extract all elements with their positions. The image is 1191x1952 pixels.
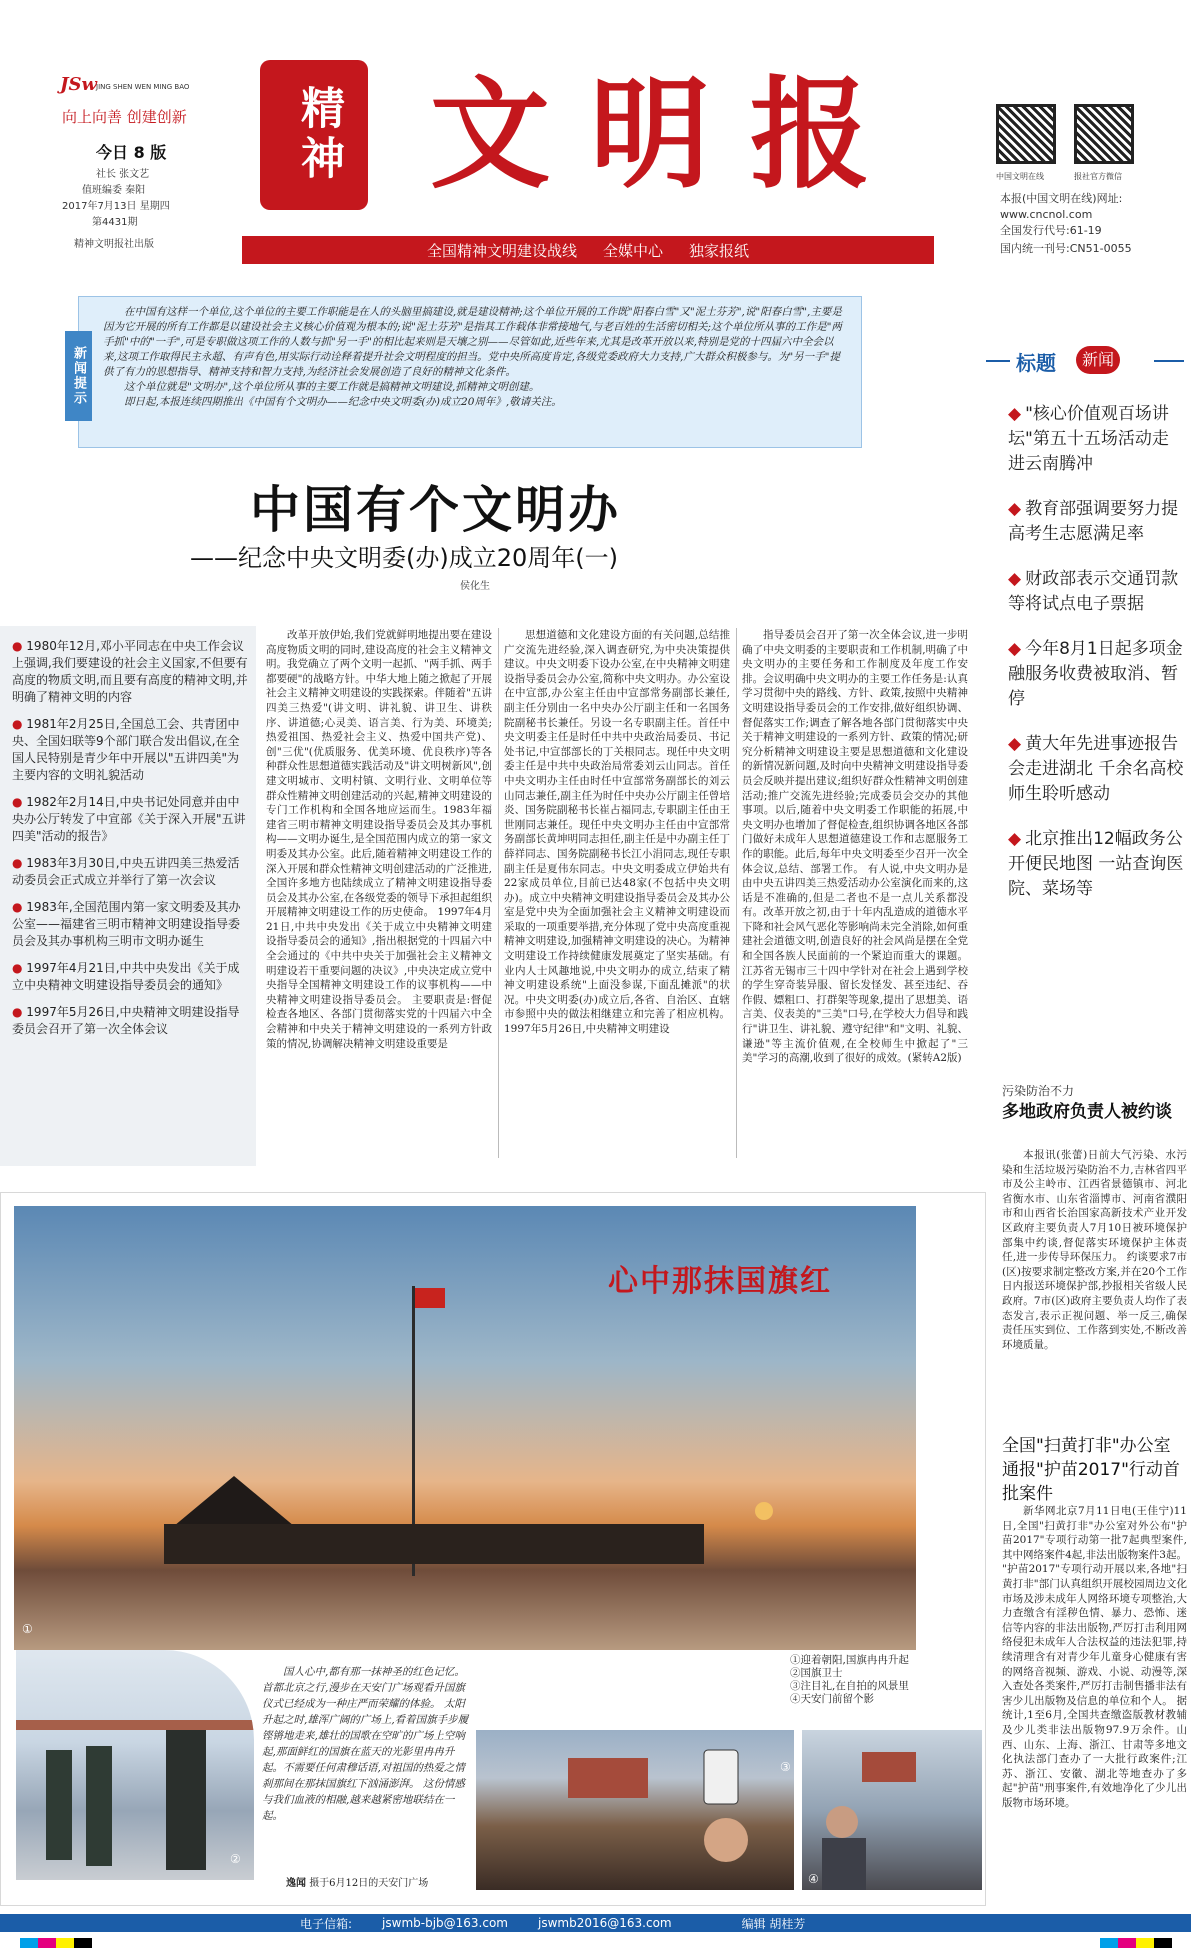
hint-paragraph: 在中国有这样一个单位,这个单位的主要工作职能是在人的头脑里搞建设,就是建设精神;这个单位开展的工作既"阳春白雪"又"泥土芬芳",说"阳春白雪",主要是因为它开展的所有工作都是以建设社会主义核心价值观为根本的;说"泥土芬芳"是指其工作载体非常接地气,与老百姓的生活密切相关;这个单位所从事的工作是"两手抓"中的"一手",可是专职做这项工作的人数与抓"另一手"的相比起来则是天壤之别——尽管如此,近些年来,尤其是改革开放以来,特别是党的十四届六中全会以来,这项工作取得民主永超、有声有色,用实际行动诠释着提升社会文明程度的担当。党中央所高度肯定,各级党委政府大力支持,广大群众积极参与。为"另一手"提供了有力的思想指导、精神支持和智力支持,为经济社会发展创造了良好的精神文化条件。 bbox=[103, 306, 842, 378]
photo-credit-text: 摄于6月12日的天安门广场 bbox=[309, 1878, 429, 1889]
qr-code-icon[interactable] bbox=[1074, 104, 1134, 164]
president: 社长 张文艺 bbox=[96, 169, 150, 180]
news-hint-tag: 新闻提示 bbox=[65, 331, 92, 421]
column-divider bbox=[736, 628, 737, 1158]
footer-bar bbox=[0, 1914, 1191, 1932]
timeline-item: ● 1982年2月14日,中央书记处同意并由中央办公厅转发了中宣部《关于深入开展"五讲四美"活动的报告》 bbox=[12, 795, 246, 843]
article-column: 改革开放伊始,我们党就鲜明地提出要在建设高度物质文明的同时,建设高度的社会主义精神文明。我党确立了两个文明一起抓、"两手抓、两手都要硬"的战略方针。中华大地上随之掀起了开展社会主义精神文明建设的实践探索。伴随着"五讲四美三热爱"(讲文明、讲礼貌、讲卫生、讲秩序、讲道德;心灵美、语言美、行为美、环境美;热爱祖国、热爱社会主义、热爱中国共产党)、创"三优"(优质服务、优美环境、优良秩序)等各种群众性思想道德实践活动及"讲文明树新风",创建文明城市、文明村镇、文明行业、文明单位等群众性精神文明创建活动的兴起,精神文明建设的专门工作机构和全国各地应运而生。1983年福建省三明市精神文明建设指导委员会及其办事机构——文明办诞生,是全国范围内成立的第一家文明委及其办公室。此后,随着精神文明建设工作的深入开展和群众性精神文明创建活动的广泛推进,全国许多地方也陆续成立了精神文明建设指导委员会及其办公室,在各级党委的领导下承担起组织开展精神文明建设工作的历史使命。 1997年4月21日,中共中央发出《关于成立中央精神文明建设指导委员会的通知》,指出根据党的十四届六中全会通过的《中共中央关于加强社会主义精神文明建设若干重要问题的决议》,中央决定成立党中央指导全国精神文明建设工作的议事机构——中央精神文明建设指导委员会。 主要职责是:督促检查各地区、各部门贯彻落实党的十四届六中全会精神和中央关于精神文明建设的一系列方针政策的情况,协调解决精神文明建设重要是 bbox=[266, 629, 492, 1050]
band-item: 全媒中心 bbox=[602, 241, 663, 260]
guard-figure bbox=[86, 1746, 112, 1866]
photo-number: ④ bbox=[808, 1872, 819, 1886]
photo-illustration bbox=[476, 1730, 794, 1890]
masthead bbox=[0, 0, 1191, 270]
legend-item: ④天安门前留个影 bbox=[790, 1693, 874, 1705]
headline-band bbox=[242, 236, 934, 264]
story-title: 多地政府负责人被约谈 bbox=[1002, 1102, 1172, 1122]
cn-code: 国内统一刊号:CN51-0055 bbox=[1000, 242, 1132, 255]
article-column: 思想道德和文化建设方面的有关问题,总结推广交流先进经验,深入调查研究,为中央决策提供建议。中央文明委下设办公室,在中央精神文明建设指导委员会办公室,简称中央文明办。办公室设在中宣部,办公室主任由中宣部常务副部长兼任,副主任分别由一名中央办公厅副主任和一名国务院副秘书长兼任。另设一名专职副主任。首任中央文明委主任是时任中共中央政治局委员、书记处书记,中宣部部长的丁关根同志。现任中央文明委主任是中共中央政治局常委刘云山同志。首任中央文明办主任由时任中宣部常务副部长的刘云山同志兼任,副主任为时任中央办公厅副主任曾培炎、国务院副秘书长崔占福同志,专职副主任由王世刚同志兼任。现任中央文明办主任由中宣部常务副部长黄坤明同志担任,副主任是中办副主任丁薛祥同志、国务院副秘书长江小涓同志,现任专职副主任是夏伟东同志。中央文明委成立伊始共有22家成员单位,目前已达48家(不包括中央文明办)。成立中央精神文明建设指导委员会及其办公室是党中央为全面加强社会主义精神文明建设而采取的一项重要举措,充分体现了党中央高度重视精神文明建设,加强精神文明建设的决心。为精神文明建设工作持续健康发展奠定了坚实基础。有业内人士风趣地说,中央文明办的成立,结束了精神文明建设系统"上面没参谋,下面乱摊派"的状况。中央文明委(办)成立后,各省、自治区、直辖市参照中央的做法相继建立和完善了相应机构。 1997年5月26日,中央精神文明建设 bbox=[504, 629, 730, 1036]
divider bbox=[1154, 360, 1184, 362]
timeline-item: ● 1983年,全国范围内第一家文明委及其办公室——福建省三明市精神文明建设指导委员会及其办事机构三明市文明办诞生 bbox=[12, 900, 241, 948]
hint-paragraph: 即日起,本报连续四期推出《中国有个文明办——纪念中央文明委(办)成立20周年》,敬请关注。 bbox=[124, 396, 562, 408]
headline-news-item[interactable]: ◆ 今年8月1日起多项金融服务收费被取消、暂停 bbox=[1008, 639, 1183, 709]
email-link[interactable]: jswmb-bjb@163.com bbox=[382, 1916, 508, 1930]
article-subhead: ——纪念中央文明委(办)成立20周年(一) bbox=[190, 544, 618, 572]
headline-news-list bbox=[1008, 402, 1184, 902]
headline-news-item[interactable]: ◆ 财政部表示交通罚款等将试点电子票据 bbox=[1008, 569, 1179, 614]
qr-label: 中国文明在线 bbox=[996, 172, 1044, 181]
column-divider bbox=[498, 628, 499, 1158]
legend-item: ②国旗卫士 bbox=[790, 1667, 843, 1679]
duty-editor: 值班编委 秦阳 bbox=[82, 185, 146, 196]
guard-photo[interactable] bbox=[16, 1650, 254, 1880]
today-pages: 今日 8 版 bbox=[96, 143, 167, 162]
photo-credit-label: 逸闻 bbox=[286, 1878, 306, 1889]
print-color-bar bbox=[20, 1933, 92, 1943]
photo-number: ③ bbox=[780, 1760, 791, 1774]
title-main: 文明报 bbox=[430, 64, 910, 205]
crowd-photo[interactable] bbox=[476, 1730, 794, 1890]
timeline-item: ● 1980年12月,邓小平同志在中央工作会议上强调,我们要建设的社会主义国家,不但要有高度的物质文明,而且要有高度的精神文明,并明确了精神文明的内容 bbox=[12, 639, 248, 704]
slogan: 向上向善 创建创新 bbox=[62, 108, 187, 126]
gate-building bbox=[862, 1752, 916, 1782]
timeline-item: ● 1981年2月25日,全国总工会、共青团中央、全国妇联等9个部门联合发出倡议,在全国人民特别是青少年中开展以"五讲四美"为主要内容的文明礼貌活动 bbox=[12, 717, 240, 782]
flag bbox=[415, 1288, 445, 1308]
photo-caption: 国人心中,都有那一抹神圣的红色记忆。首都北京之行,漫步在天安门广场观看升国旗仪式已经成为一种庄严而荣耀的体验。 太阳升起之时,雄浑广阔的广场上,看着国旗手步履铿锵地走来,雄壮的国歌在空旷的广场上空响起,那面鲜红的国旗在蓝天的光影里冉冉升起。不需要任何肃穆话语,对祖国的热爱之情刹那间在那抹国旗红下汹涌澎湃。 这份情感与我们血液的相融,越来越紧密地联结在一起。 bbox=[262, 1666, 469, 1822]
timeline-item: ● 1983年3月30日,中央五讲四美三热爱活动委员会正式成立并举行了第一次会议 bbox=[12, 856, 240, 887]
band-item: 全国精神文明建设战线 bbox=[426, 241, 577, 260]
title-seal: 精神 bbox=[260, 60, 368, 210]
pinyin-name: JING SHEN WEN MING BAO bbox=[96, 83, 190, 91]
email-label: 电子信箱: bbox=[300, 1916, 353, 1931]
sidebar-title-bar bbox=[986, 344, 1191, 378]
print-color-bar bbox=[1100, 1933, 1172, 1943]
person-body bbox=[822, 1838, 866, 1890]
gate-building bbox=[568, 1758, 648, 1798]
date: 2017年7月13日 星期四 bbox=[62, 201, 170, 212]
news-hint-box bbox=[71, 296, 862, 448]
issue: 第4431期 bbox=[92, 217, 138, 228]
article-column: 指导委员会召开了第一次全体会议,进一步明确了中央文明委的主要职责和工作机制,明确了中央文明办的主要任务和工作制度及年度工作安排。会议明确中央文明办的主要工作任务是:认真学习贯彻中央的路线、方针、政策,按照中央精神文明建设指导委员会的工作安排,做好组织协调、督促落实工作;调查了解各地各部门贯彻落实中央关于精神文明建设的一系列方针、政策的情况;研究分析精神文明建设主要是思想道德和文化建设的新情况新问题,及时向中央精神文明建设指导委员会反映并提出建议;组织好群众性精神文明创建活动;推广交流先进经验;完成委员会交办的其他事项。以后,随着中央文明委工作职能的拓展,中央文明办也增加了督促检查,组织协调各地区各部门做好未成年人思想道德建设工作和志愿服务工作的职能。此后,每年中央文明委至少召开一次全体会议,总结、部署工作。 有人说,中央文明办是由中央五讲四美三热爱活动办公室演化而来的,这话是不准确的,但是二者也不是一点儿关系都没有。改革开放之初,由于十年内乱造成的道德水平下降和社会风气恶化等影响尚未完全消除,如何重建社会道德文明,创造良好的社会风尚是摆在全党和全国各族人民面前的一个紧迫而重大的课题。江苏省无锡市三十四中学针对在社会上遇到学校的学生穿奇装异服、留长发怪发、甚至违纪、吞作假、嫖粗口、打群架等现象,提出了思想美、语言美、仪表美的"三美"口号,在学校大力倡导和践行"讲卫生、讲礼貌、遵守纪律"和"文明、礼貌、谦逊"等主流价值观,在全校师生中掀起了"三美"学习的高潮,收到了很好的成效。(紧转A2版) bbox=[742, 629, 968, 1065]
guard-figure bbox=[46, 1750, 72, 1860]
sidebar-title: 标题 bbox=[1016, 351, 1056, 375]
article-headline: 中国有个文明办 bbox=[250, 481, 621, 539]
photo-number: ② bbox=[230, 1852, 241, 1866]
divider bbox=[986, 360, 1010, 362]
story-title: 全国"扫黄打非"办公室通报"护苗2017"行动首批案件 bbox=[1002, 1436, 1180, 1504]
sidebar-badge: 新闻 bbox=[1076, 346, 1120, 374]
photo-illustration bbox=[802, 1730, 982, 1890]
sun bbox=[755, 1502, 773, 1520]
logo-small: JSw bbox=[60, 74, 98, 95]
legend-item: ①迎着朝阳,国旗冉冉升起 bbox=[790, 1654, 909, 1666]
person-face bbox=[704, 1818, 748, 1862]
tower-silhouette bbox=[174, 1476, 294, 1526]
news-hint-text bbox=[103, 305, 843, 410]
headline-news-item[interactable]: ◆ "核心价值观百场讲坛"第五十五场活动走进云南腾冲 bbox=[1008, 404, 1169, 474]
headline-news-item[interactable]: ◆ 黄大年先进事迹报告会走进湖北 千余名高校师生聆听感动 bbox=[1008, 734, 1184, 804]
qr-code-icon[interactable] bbox=[996, 104, 1056, 164]
photo-feature-title: 心中那抹国旗红 bbox=[608, 1264, 832, 1299]
timeline-box bbox=[0, 626, 256, 1166]
qr-label: 报社官方微信 bbox=[1074, 172, 1122, 181]
legend-item: ③注目礼,在自拍的风景里 bbox=[790, 1680, 909, 1692]
portrait-photo[interactable] bbox=[802, 1730, 982, 1890]
article-author: 侯化生 bbox=[460, 581, 490, 592]
email-link[interactable]: jswmb2016@163.com bbox=[538, 1916, 672, 1930]
photo-illustration bbox=[16, 1650, 254, 1880]
story-kicker: 污染防治不力 bbox=[1002, 1084, 1075, 1098]
photo-legend bbox=[790, 1654, 980, 1706]
photo-number: ① bbox=[22, 1622, 33, 1636]
phone-screen bbox=[704, 1750, 738, 1804]
site-url[interactable]: www.cncnol.com bbox=[1000, 208, 1093, 221]
gate-roof bbox=[16, 1720, 254, 1730]
story-body: 新华网北京7月11日电(王佳宁)11日,全国"扫黄打非"办公室对外公布"护苗2017"专项行动第一批7起典型案件,其中网络案件4起,非法出版物案件3起。 "护苗2017"专项行动开展以来,各地"扫黄打非"部门认真组织开展校园周边文化市场及涉未成年人网络环境专项整治,大力查缴含有淫秽色情、暴力、恐怖、迷信等内容的非法出版物,严厉打击利用网络侵犯未成年人合法权益的违法犯罪,持续清理含有对青少年儿童身心健康有害的网络音视频、游戏、小说、动漫等,深入查处各类案件,严厉打击制售播非法有害少儿出版物及信息的单位和个人。 据统计,1至6月,全国共查缴盗版教材教辅及少儿类非法出版物97.9万余件。山西、山东、上海、浙江、甘肃等多地文化执法部门查办了一大批行政案件;江苏、浙江、安徽、湖北等地查办了多起"护苗"刑事案件,有效地净化了少儿出版物市场环境。 bbox=[1002, 1505, 1187, 1809]
timeline-item: ● 1997年4月21日,中共中央发出《关于成立中央精神文明建设指导委员会的通知》 bbox=[12, 961, 240, 992]
guard-figure bbox=[166, 1730, 206, 1870]
headline-news-item[interactable]: ◆ 教育部强调要努力提高考生志愿满足率 bbox=[1008, 499, 1179, 544]
publisher: 精神文明报社出版 bbox=[74, 239, 154, 250]
editor-credit: 编辑 胡桂芳 bbox=[741, 1916, 806, 1931]
hint-paragraph: 这个单位就是"文明办",这个单位所从事的主要工作就是搞精神文明建设,抓精神文明创建。 bbox=[124, 381, 540, 393]
headline-news-item[interactable]: ◆ 北京推出12幅政务公开便民地图 一站查询医院、菜场等 bbox=[1008, 829, 1184, 899]
post-code: 全国发行代号:61-19 bbox=[1000, 224, 1102, 237]
photo-credit bbox=[286, 1876, 476, 1892]
timeline-item: ● 1997年5月26日,中央精神文明建设指导委员会召开了第一次全体会议 bbox=[12, 1005, 240, 1036]
story-body: 本报讯(张蕾)日前大气污染、水污染和生活垃圾污染防治不力,吉林省四平市及公主岭市、江西省景德镇市、河北省衡水市、山东省淄博市、河南省濮阳市和山西省长治国家高新技术产业开发区政府主要负责人7月10日被环境保护部集中约谈,督促落实环境保护主体责任,进一步传导环保压力。 约谈要求7市(区)按要求制定整改方案,并在20个工作日内报送环境保护部,抄报相关省级人民政府。7市(区)政府主要负责人均作了表态发言,表示正视问题、举一反三,确保责任压实到位、工作落到实处,不断改善环境质量。 bbox=[1002, 1149, 1187, 1351]
site-label: 本报(中国文明在线)网址: bbox=[1000, 192, 1123, 205]
band-item: 独家报纸 bbox=[689, 241, 750, 260]
person-face bbox=[826, 1806, 858, 1838]
skyline-silhouette bbox=[164, 1524, 704, 1564]
